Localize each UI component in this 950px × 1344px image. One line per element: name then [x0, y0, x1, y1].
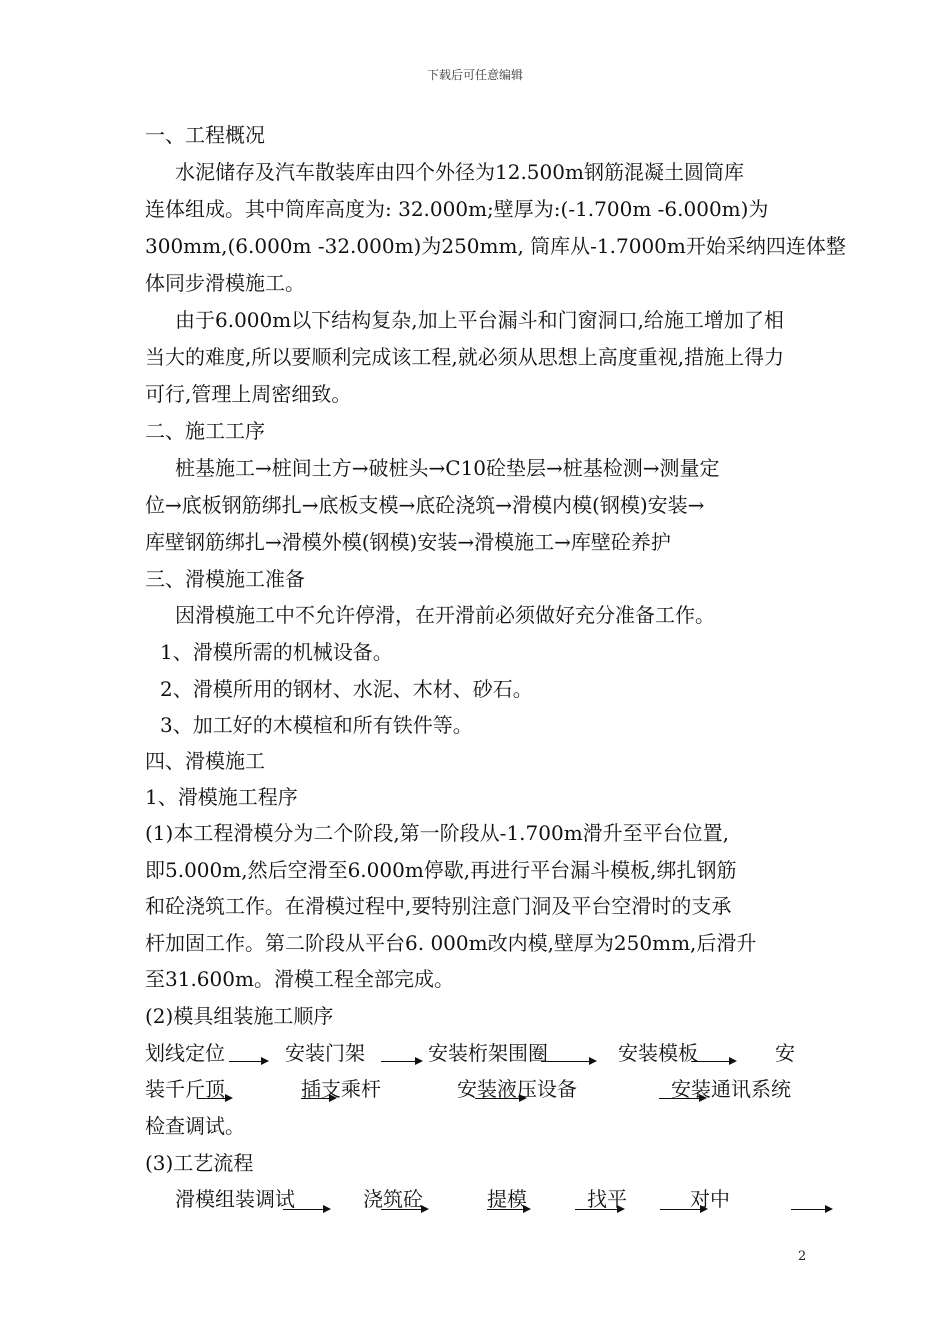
paragraph-line: 杆加固工作。第二阶段从平台6. 000m改内模,壁厚为250mm,后滑升: [145, 931, 757, 955]
paragraph-line: 体同步滑模施工。: [145, 271, 305, 295]
page-header: 下载后可任意编辑: [426, 68, 523, 82]
flow-end: 检查调试。: [145, 1114, 245, 1138]
page-number: 2: [798, 1249, 807, 1264]
heading-preparation: 三、滑模施工准备: [145, 567, 305, 591]
flow-step: 安装通讯系统: [671, 1077, 791, 1101]
flow-step: 找平: [587, 1187, 627, 1211]
flow-step: 安装桁架围圈: [428, 1041, 548, 1065]
paragraph-line: 由于6.000m以下结构复杂,加上平台漏斗和门窗洞口,给施工增加了相: [175, 308, 784, 332]
list-item: 2、滑模所用的钢材、水泥、木材、砂石。: [160, 677, 533, 701]
flow-arrow: [660, 1209, 706, 1210]
flow-arrow: [229, 1061, 267, 1062]
flow-step: 安装模板: [618, 1041, 698, 1065]
flow-arrow: [791, 1209, 831, 1210]
flow-arrow: [487, 1209, 529, 1210]
paragraph-line: 可行,管理上周密细致。: [145, 382, 352, 406]
flow-step: 滑模组装调试: [175, 1187, 295, 1211]
subheading: (3)工艺流程: [145, 1151, 254, 1175]
flow-step: 提模: [487, 1187, 527, 1211]
flow-step: 插支乘杆: [301, 1077, 381, 1101]
heading-construction-sequence: 二、施工工序: [145, 419, 265, 443]
flow-arrow: [301, 1098, 335, 1099]
flow-step: 装千斤顶: [145, 1077, 225, 1101]
flow-step: 安装液压设备: [457, 1077, 577, 1101]
flow-step: 划线定位: [145, 1041, 225, 1065]
paragraph-line: 当大的难度,所以要顺利完成该工程,就必须从思想上高度重视,措施上得力: [145, 345, 785, 369]
flow-step: 安: [775, 1041, 795, 1065]
flow-arrow: [283, 1209, 329, 1210]
paragraph-line: 和砼浇筑工作。在滑模过程中,要特别注意门洞及平台空滑时的支承: [145, 894, 732, 918]
paragraph-line: 水泥储存及汽车散装库由四个外径为12.500m钢筋混凝土圆筒库: [175, 160, 744, 184]
subheading: (2)模具组装施工顺序: [145, 1004, 334, 1028]
paragraph-line: 因滑模施工中不允许停滑，在开滑前必须做好充分准备工作。: [175, 603, 715, 627]
flow-arrow: [475, 1098, 525, 1099]
paragraph-line: 库壁钢筋绑扎→滑模外模(钢模)安装→滑模施工→库壁砼养护: [145, 530, 671, 554]
flow-arrow: [659, 1098, 705, 1099]
subheading: 1、滑模施工程序: [145, 785, 298, 809]
flow-step: 浇筑砼: [363, 1187, 423, 1211]
flow-step: 安装门架: [285, 1041, 365, 1065]
paragraph-line: (1)本工程滑模分为二个阶段,第一阶段从-1.700m滑升至平台位置,: [145, 821, 730, 845]
process-flow-row: [145, 1185, 815, 1221]
flow-arrow: [381, 1209, 427, 1210]
flow-arrow: [575, 1209, 623, 1210]
flow-arrow: [541, 1061, 595, 1062]
paragraph-line: 连体组成。其中筒库高度为: 32.000m;壁厚为:(-1.700m -6.000m)为: [145, 197, 769, 221]
assembly-flow-row-1: [145, 1039, 815, 1075]
list-item: 1、滑模所需的机械设备。: [160, 640, 393, 664]
heading-slipform-construction: 四、滑模施工: [145, 749, 265, 773]
paragraph-line: 桩基施工→桩间土方→破桩头→C10砼垫层→桩基检测→测量定: [175, 456, 720, 480]
paragraph-line: 即5.000m,然后空滑至6.000m停歇,再进行平台漏斗模板,绑扎钢筋: [145, 858, 737, 882]
assembly-flow-row-2: [145, 1075, 815, 1111]
flow-arrow: [691, 1061, 735, 1062]
flow-arrow: [381, 1061, 421, 1062]
flow-arrow: [197, 1098, 231, 1099]
paragraph-line: 至31.600m。滑模工程全部完成。: [145, 967, 454, 991]
list-item: 3、加工好的木模楦和所有铁件等。: [160, 713, 473, 737]
paragraph-line: 位→底板钢筋绑扎→底板支模→底砼浇筑→滑模内模(钢模)安装→: [145, 493, 705, 517]
heading-project-overview: 一、工程概况: [145, 123, 265, 147]
paragraph-line: 300mm,(6.000m -32.000m)为250mm, 筒库从-1.7000m开始采纳四连体整: [145, 234, 846, 258]
flow-step: 对中: [690, 1187, 730, 1211]
